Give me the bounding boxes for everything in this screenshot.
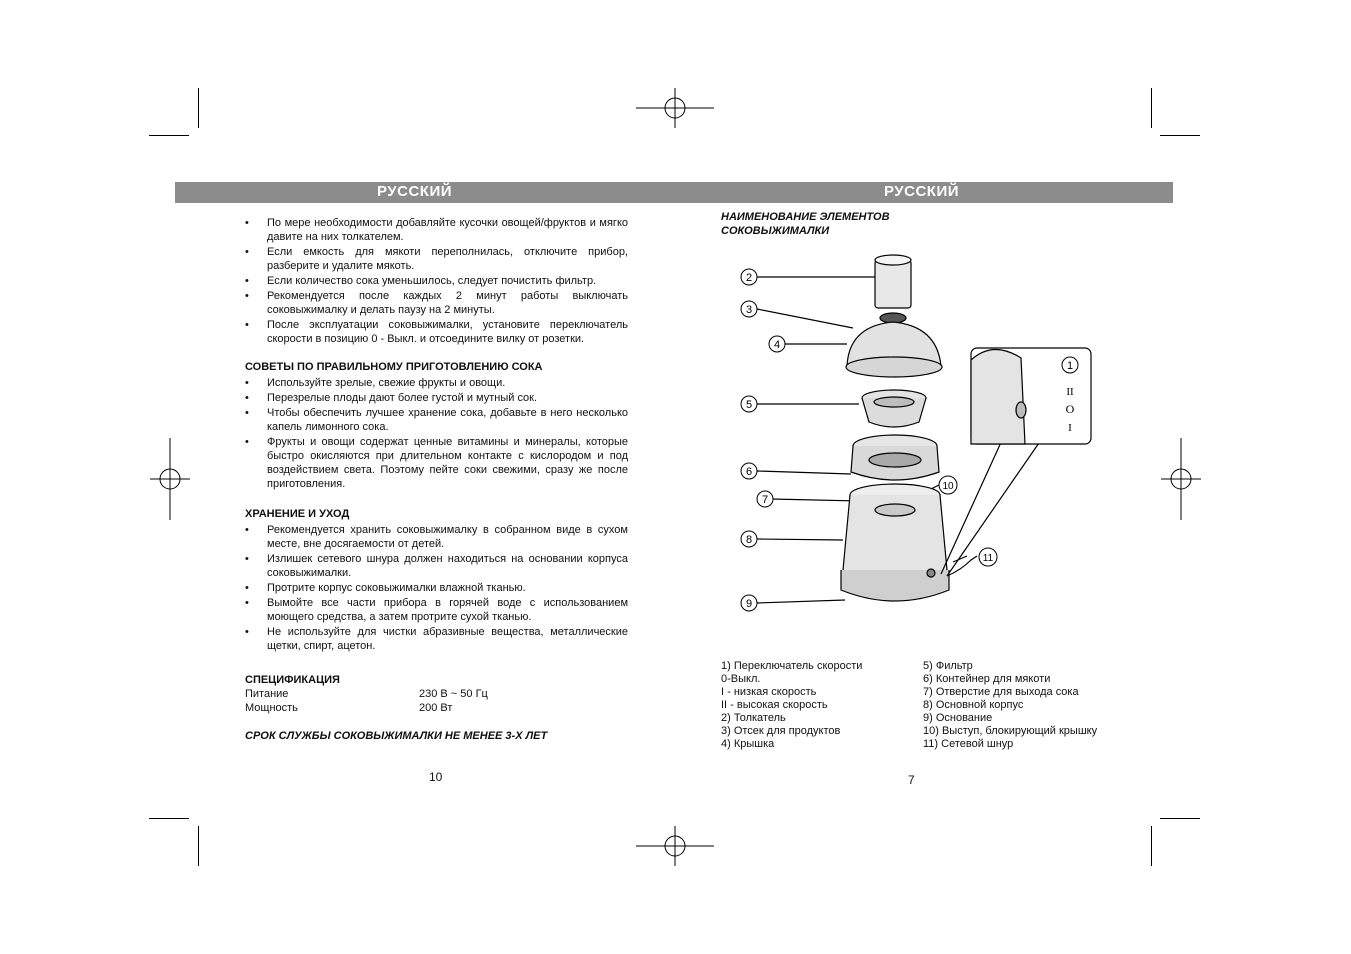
- registration-mark-top: [636, 88, 714, 128]
- legend-item: I - низкая скорость: [721, 686, 817, 698]
- callout-3: [741, 301, 757, 317]
- registration-mark-left: [150, 438, 190, 520]
- svg-text:11: 11: [982, 553, 994, 564]
- legend-item: 9) Основание: [923, 712, 993, 724]
- legend-right: [923, 660, 1097, 751]
- spec-row-power: Питание 230 В ~ 50 Гц: [245, 688, 488, 700]
- callout-8: [741, 531, 757, 547]
- svg-text:4: 4: [773, 339, 781, 351]
- tips-bullet-list: [245, 376, 628, 491]
- right-page-number: 7: [908, 773, 915, 787]
- header-bar: [175, 182, 1173, 203]
- switch-label-low: I: [1068, 422, 1072, 434]
- list-item: • Используйте зрелые, свежие фрукты и овощи.: [245, 377, 506, 389]
- legend-item: 6) Контейнер для мякоти: [923, 673, 1051, 685]
- list-item: • Рекомендуется хранить соковыжималку в собранном виде в сухом месте, вне досягаемости от детей.: [245, 524, 628, 550]
- care-bullet-list: [245, 523, 628, 653]
- callout-9: [741, 595, 757, 611]
- spec-row-wattage: Мощность 200 Вт: [245, 702, 453, 714]
- list-item: • Если количество сока уменьшилось, следует почистить фильтр.: [245, 275, 597, 287]
- list-item: • По мере необходимости добавляйте кусочки овощей/фруктов и мягко давите на них толкателем.: [245, 217, 628, 243]
- svg-text:8: 8: [745, 534, 753, 546]
- spec-section-title: СПЕЦИФИКАЦИЯ: [245, 674, 340, 686]
- callout-10: [939, 476, 957, 494]
- registration-mark-bottom: [636, 826, 714, 866]
- list-item: • Вымойте все части прибора в горячей воде с использованием моющего средства, а затем протрите сухой тканью.: [245, 597, 628, 623]
- legend-item: 5) Фильтр: [923, 660, 973, 672]
- callout-5: [741, 396, 757, 412]
- legend-item: 7) Отверстие для выхода сока: [923, 686, 1079, 698]
- svg-text:1: 1: [1066, 360, 1074, 372]
- legend-left: [721, 660, 862, 751]
- tips-section-title: СОВЕТЫ ПО ПРАВИЛЬНОМУ ПРИГОТОВЛЕНИЮ СОКА: [245, 361, 543, 373]
- callout-7: [757, 491, 773, 507]
- legend-item: 1) Переключатель скорости: [721, 660, 863, 672]
- care-section-title: ХРАНЕНИЕ И УХОД: [245, 508, 350, 520]
- callout-4: [769, 336, 785, 352]
- usage-bullet-list: [245, 216, 628, 346]
- left-page-number: 10: [429, 770, 443, 784]
- svg-text:3: 3: [745, 304, 753, 316]
- legend-item: 3) Отсек для продуктов: [721, 725, 841, 737]
- callout-6: [741, 463, 757, 479]
- legend-item: 8) Основной корпус: [923, 699, 1024, 711]
- legend-item: 10) Выступ, блокирующий крышку: [923, 725, 1098, 737]
- list-item: • Излишек сетевого шнура должен находиться на основании корпуса соковыжималки.: [245, 553, 628, 579]
- legend-item: 2) Толкатель: [721, 712, 786, 724]
- list-item: • Фрукты и овощи содержат ценные витамины и минералы, которые быстро окисляются при длительном контакте с кислородом и под воздействием света. Поэтому пейте соки свежими, сразу же после приготовления.: [245, 436, 628, 490]
- list-item: • Не используйте для чистки абразивные вещества, металлические щетки, спирт, ацетон.: [245, 626, 628, 652]
- callout-11: [979, 548, 997, 566]
- registration-mark-right: [1161, 438, 1201, 520]
- left-page: [245, 216, 628, 743]
- switch-label-off: O: [1065, 402, 1075, 416]
- svg-text:6: 6: [745, 466, 753, 478]
- callout-1: [1062, 357, 1078, 373]
- legend-item: 0-Выкл.: [721, 673, 761, 685]
- svg-text:7: 7: [761, 494, 769, 506]
- list-item: • Перезрелые плоды дают более густой и мутный сок.: [245, 392, 538, 404]
- list-item: • Рекомендуется после каждых 2 минут работы выключать соковыжималку и делать паузу на 2 минуты.: [245, 290, 628, 316]
- service-life-note: СРОК СЛУЖБЫ СОКОВЫЖИМАЛКИ НЕ МЕНЕЕ 3-Х ЛЕТ: [245, 730, 548, 742]
- switch-label-high: II: [1066, 386, 1074, 398]
- svg-text:10: 10: [942, 481, 954, 492]
- list-item: • Если емкость для мякоти переполнилась, отключите прибор, разберите и удалите мякоть.: [245, 246, 628, 272]
- svg-text:2: 2: [745, 272, 753, 284]
- legend-item: 4) Крышка: [721, 738, 775, 750]
- legend-item: II - высокая скорость: [721, 699, 828, 711]
- svg-text:5: 5: [745, 399, 753, 411]
- diagram-title: НАИМЕНОВАНИЕ ЭЛЕМЕНТОВ СОКОВЫЖИМАЛКИ: [721, 211, 890, 237]
- svg-text:9: 9: [745, 598, 753, 610]
- right-header-title: РУССКИЙ: [884, 183, 960, 200]
- list-item: • Протрите корпус соковыжималки влажной тканью.: [245, 582, 526, 594]
- legend-item: 11) Сетевой шнур: [923, 738, 1014, 750]
- list-item: • После эксплуатации соковыжималки, установите переключатель скорости в позицию 0 - Выкл. и отсоедините вилку от розетки.: [245, 319, 628, 345]
- callout-2: [741, 269, 757, 285]
- list-item: • Чтобы обеспечить лучшее хранение сока, добавьте в него несколько капель лимонного сока.: [245, 407, 628, 433]
- left-header-title: РУССКИЙ: [377, 183, 453, 200]
- juicer-diagram: [735, 240, 1095, 620]
